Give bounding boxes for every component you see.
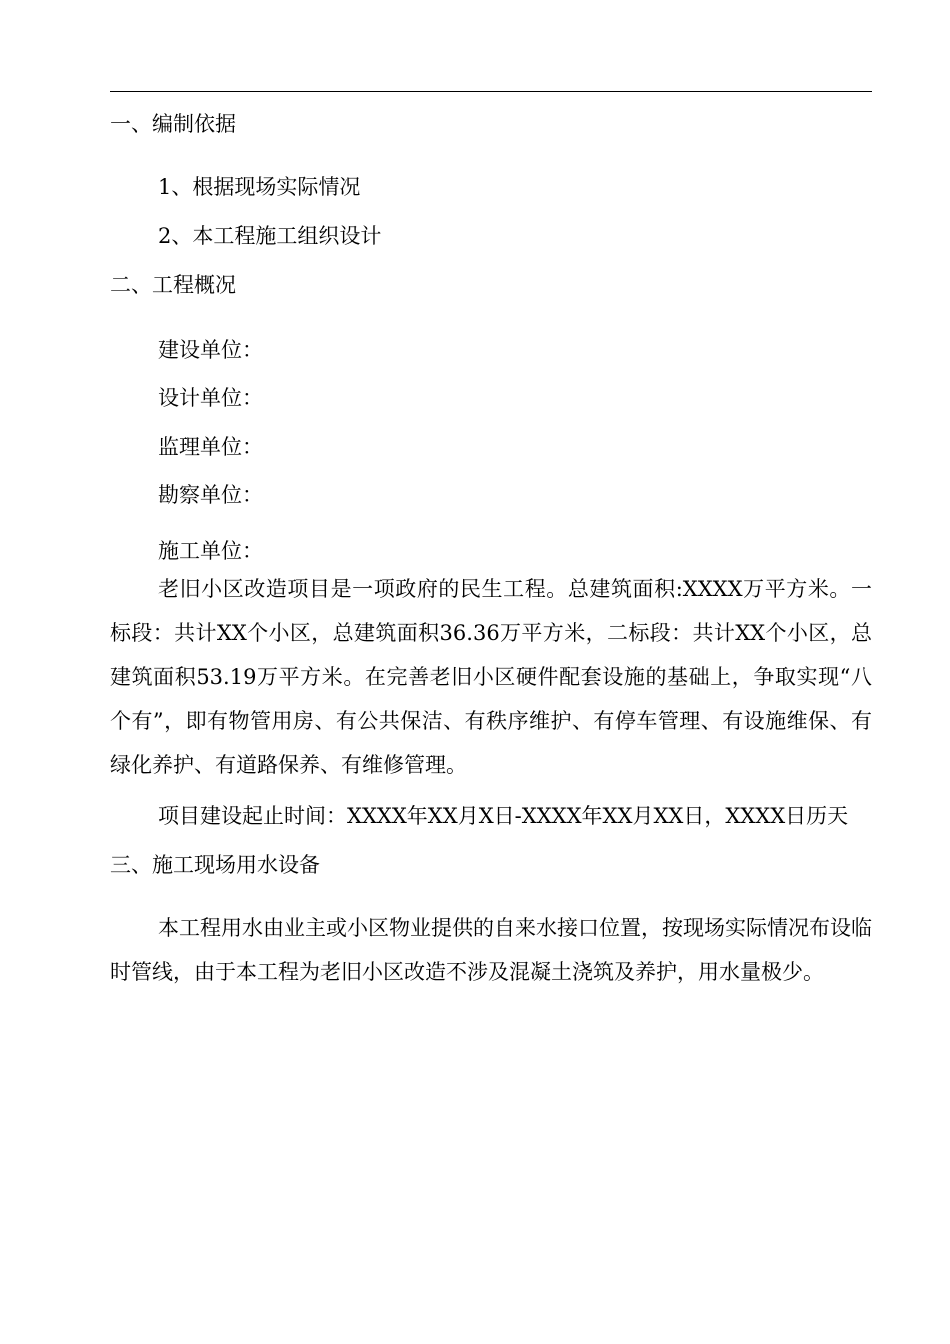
basis-item-1: 1、根据现场实际情况 <box>158 175 361 199</box>
header-rule <box>110 91 872 92</box>
survey-unit-label: 勘察单位： <box>158 483 263 507</box>
basis-item-2: 2、本工程施工组织设计 <box>158 224 382 248</box>
project-overview-paragraph: 老旧小区改造项目是一项政府的民生工程。总建筑面积:XXXX万平方米。一标段：共计XX个小区，总建筑面积36.36万平方米，二标段：共计XX个小区，总建筑面积53.19万平方米。在完善老旧小区硬件配套设施的基础上，争取实现“八个有”，即有物管用房、有公共保洁、有秩序维护、有停车管理、有设施维保、有绿化养护、有道路保养、有维修管理。 <box>110 577 872 777</box>
water-supply-paragraph: 本工程用水由业主或小区物业提供的自来水接口位置，按现场实际情况布设临时管线，由于本工程为老旧小区改造不涉及混凝土浇筑及养护，用水量极少。 <box>110 916 872 984</box>
project-schedule: 项目建设起止时间：XXXX年XX月X日-XXXX年XX月XX日，XXXX日历天 <box>158 804 849 828</box>
design-unit-label: 设计单位： <box>158 386 263 410</box>
section-2-heading: 二、工程概况 <box>110 273 236 297</box>
section-1-heading: 一、编制依据 <box>110 112 236 136</box>
construction-owner-label: 建设单位： <box>158 338 263 362</box>
supervision-unit-label: 监理单位： <box>158 435 263 459</box>
contractor-unit-label: 施工单位： <box>158 539 263 563</box>
section-3-heading: 三、施工现场用水设备 <box>110 853 320 877</box>
